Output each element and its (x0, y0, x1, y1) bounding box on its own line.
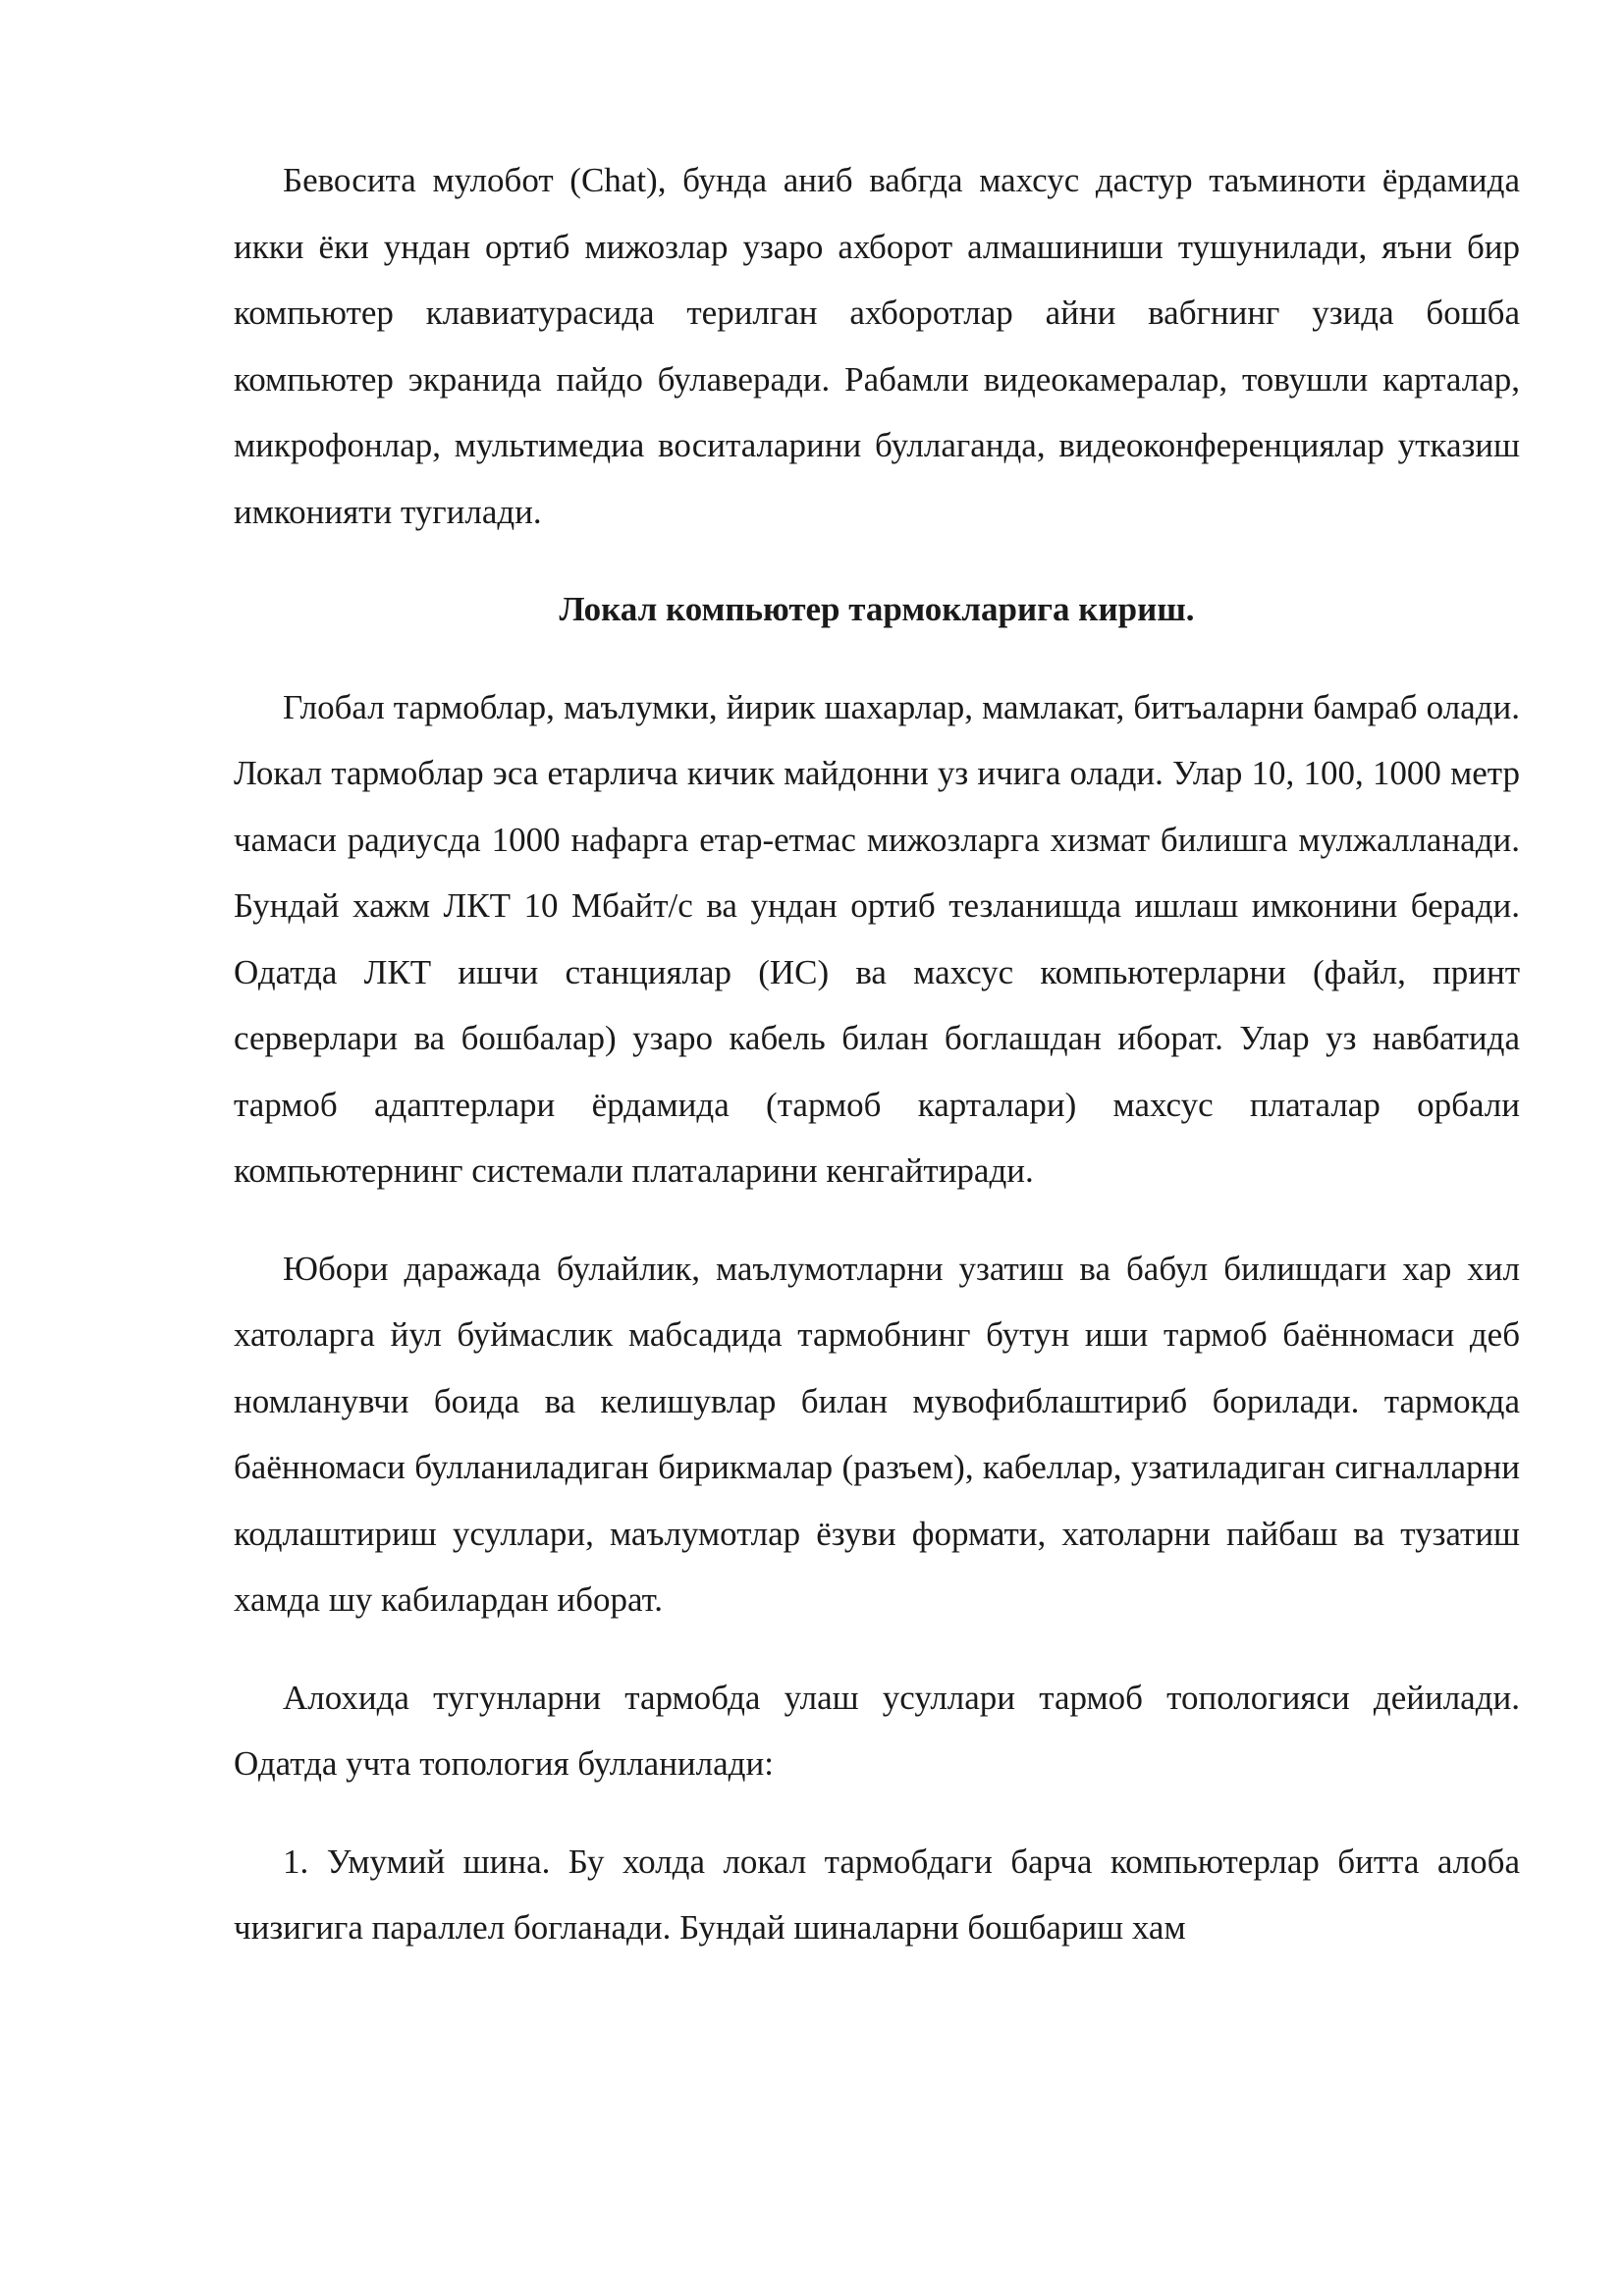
paragraph-common-bus: 1. Умумий шина. Бу холда локал тармобдаги барча компьютерлар битта алоба чизигига параллел богланади. Бундай шиналарни бошбариш хам (234, 1842, 1520, 1947)
section-heading: Локал компьютер тармокларига кириш. (559, 590, 1195, 628)
paragraph-global-local-networks: Глобал тармоблар, маълумки, йирик шахарлар, мамлакат, битъаларни бамраб олади. Локал тармоблар эса етарлича кичик майдонни уз ичига олади. Улар 10, 100, 1000 метр чамаси радиусда 1000 нафарга етар-етмас мижозларга хизмат билишга мулжалланади. Бундай хажм ЛКТ 10 Мбайт/с ва ундан ортиб тезланишда ишлаш имконини беради. Одатда ЛКТ ишчи станциялар (ИС) ва махсус компьютерларни (файл, принт серверлари ва бошбалар) узаро кабель билан боглашдан иборат. Улар уз навбатида тармоб адаптерлари ёрдамида (тармоб карталари) махсус платалар орбали компьютернинг системали платаларини кенгайтиради. (234, 687, 1520, 1190)
paragraph-chat: Бевосита мулобот (Chat), бунда аниб вабгда махсус дастур таъминоти ёрдамида икки ёки ундан ортиб мижозлар узаро ахборот алмашиниши тушунилади, яъни бир компьютер клавиатурасида терилган ахборотлар айни вабгнинг узида бошба компьютер экранида пайдо булаверади. Рабамли видеокамералар, товушли карталар, микрофонлар, мультимедиа воситаларини буллаганда, видеоконференциялар утказиш имконияти тугилади. (234, 161, 1520, 531)
paragraph-topology: Алохида тугунларни тармобда улаш усуллари тармоб топологияси дейилади. Одатда учта топология булланилади: (234, 1678, 1520, 1783)
paragraph-protocol: Юбори даражада булайлик, маълумотларни узатиш ва бабул билишдаги хар хил хатоларга йул буймаслик мабсадида тармобнинг бутун иши тармоб баённомаси деб номланувчи боида ва келишувлар билан мувофиблаштириб борилади. тармокда баённомаси булланиладиган бирикмалар (разъем), кабеллар, узатиладиган сигналларни кодлаштириш усуллари, маълумотлар ёзуви формати, хатоларни пайбаш ва тузатиш хамда шу кабилардан иборат. (234, 1249, 1520, 1619)
document-page (234, 147, 1520, 1961)
